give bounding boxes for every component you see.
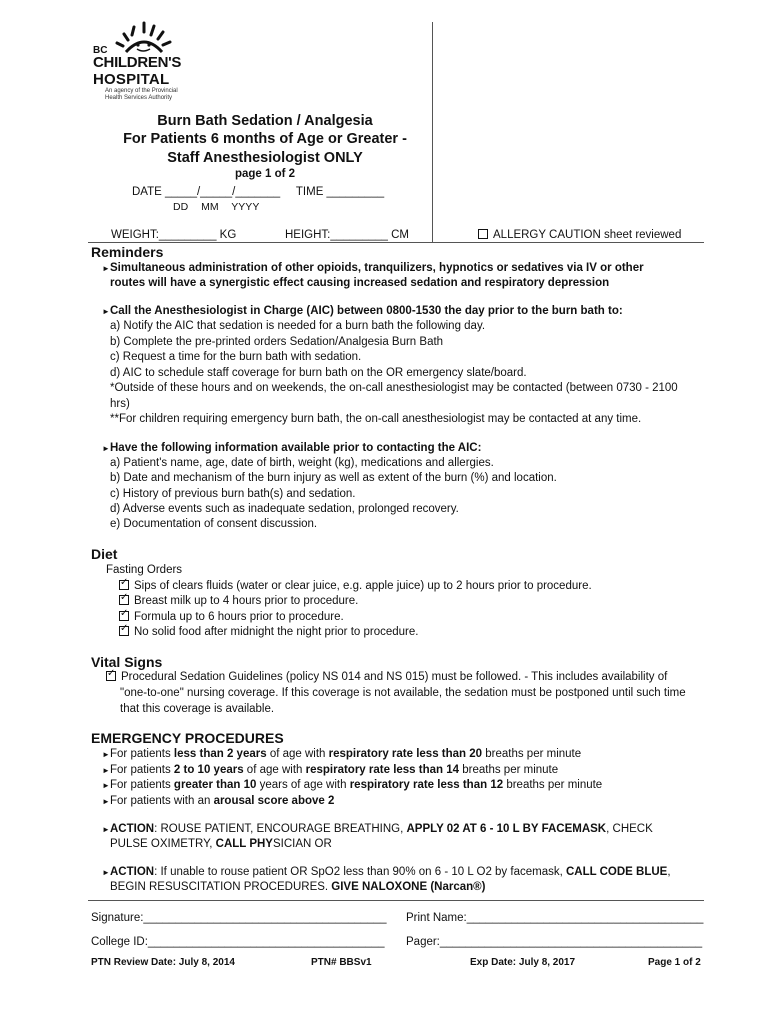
diet-checkbox[interactable] — [119, 580, 129, 590]
action-1-line-2: PULSE OXIMETRY, CALL PHYSICIAN OR — [110, 838, 332, 850]
reminder-3-b: b) Date and mechanism of the burn injury as well as extent of the burn (%) and location. — [110, 472, 557, 484]
emergency-item-1: ► For patients less than 2 years of age with respiratory rate less than 20 breaths per minute — [102, 748, 582, 760]
emergency-item-2: ► For patients 2 to 10 years of age with respiratory rate less than 14 breaths per minute — [102, 764, 559, 776]
pager-field[interactable]: Pager:_________________________________________ — [406, 936, 703, 948]
weight-field[interactable]: WEIGHT:_________ KG — [111, 229, 237, 241]
bullet-icon: ► — [102, 868, 110, 877]
bullet-icon: ► — [102, 444, 110, 453]
allergy-label: ALLERGY CAUTION sheet reviewed — [493, 229, 682, 241]
logo-agency-line1: An agency of the Provincial — [105, 88, 178, 94]
bullet-icon: ► — [102, 750, 110, 759]
reminder-2-d: d) AIC to schedule staff coverage for burn bath on the OR emergency slate/board. — [110, 367, 527, 379]
reminder-3-e: e) Documentation of consent discussion. — [110, 518, 318, 530]
signature-divider — [88, 900, 704, 901]
vital-signs-checkbox[interactable] — [106, 671, 116, 681]
header-divider-vertical — [432, 22, 433, 242]
reminders-heading: Reminders — [91, 244, 164, 260]
vital-signs-heading: Vital Signs — [91, 654, 163, 670]
bullet-icon: ► — [102, 766, 110, 775]
vital-signs-line-3: that this coverage is available. — [120, 703, 275, 715]
action-1-line-1: ► ACTION: ROUSE PATIENT, ENCOURAGE BREATHING, APPLY 02 AT 6 - 10 L BY FACEMASK, CHECK — [102, 823, 653, 835]
footer-review-date: PTN Review Date: July 8, 2014 — [91, 957, 235, 968]
action-2-line-1: ► ACTION: If unable to rouse patient OR SpO2 less than 90% on 6 - 10 L O2 by facemask, CALL CODE BLUE, — [102, 866, 671, 878]
emergency-item-4: ► For patients with an arousal score above 2 — [102, 795, 335, 807]
logo-hospital: HOSPITAL — [93, 71, 170, 88]
vital-signs-line-2: "one-to-one" nursing coverage. If this coverage is not available, the sedation must be postponed until such time — [120, 687, 686, 699]
signature-field[interactable]: Signature:______________________________________ — [91, 912, 387, 924]
emergency-item-3: ► For patients greater than 10 years of age with respiratory rate less than 12 breaths per minute — [102, 779, 603, 791]
reminder-2-note-2: **For children requiring emergency burn bath, the on-call anesthesiologist may be contacted at any time. — [110, 413, 642, 425]
diet-heading: Diet — [91, 546, 118, 562]
print-name-field[interactable]: Print Name:_____________________________________ — [406, 912, 704, 924]
reminder-3-a: a) Patient's name, age, date of birth, weight (kg), medications and allergies. — [110, 457, 494, 469]
footer-page: Page 1 of 2 — [648, 957, 701, 968]
reminder-2-a: a) Notify the AIC that sedation is needed for a burn bath the following day. — [110, 320, 486, 332]
reminder-2-note-1a: *Outside of these hours and on weekends, the on-call anesthesiologist may be contacted (between 0730 - 2100 — [110, 382, 678, 394]
allergy-checkbox[interactable] — [478, 229, 488, 239]
reminder-2-note-1b: hrs) — [110, 398, 130, 410]
page-indicator: page 1 of 2 — [234, 168, 296, 180]
reminder-3-heading: ► Have the following information available prior to contacting the AIC: — [102, 442, 482, 454]
diet-item: ✓No solid food after midnight the night prior to procedure. — [119, 626, 418, 638]
date-format-label: DD MM YYYY — [173, 201, 260, 213]
logo-agency-line2: Health Services Authority — [105, 95, 173, 101]
diet-checkbox[interactable] — [119, 611, 129, 621]
action-2-line-2: BEGIN RESUSCITATION PROCEDURES. GIVE NALOXONE (Narcan®) — [110, 881, 486, 893]
reminder-3-d: d) Adverse events such as inadequate sedation, prolonged recovery. — [110, 503, 459, 515]
bullet-icon: ► — [102, 825, 110, 834]
reminder-2-heading: ► Call the Anesthesiologist in Charge (AIC) between 0800-1530 the day prior to the burn bath to: — [102, 305, 623, 317]
date-time-field[interactable]: DATE _____/_____/_______ TIME _________ — [132, 186, 385, 198]
college-id-field[interactable]: College ID:_____________________________________ — [91, 936, 385, 948]
title-line-2: For Patients 6 months of Age or Greater - — [123, 131, 407, 147]
reminder-1-line-2: routes will have a synergistic effect causing increased sedation and respiratory depression — [110, 277, 610, 289]
reminder-3-c: c) History of previous burn bath(s) and sedation. — [110, 488, 356, 500]
reminder-1-line-1: ► Simultaneous administration of other opioids, tranquilizers, hypnotics or sedatives via IV or other — [102, 262, 644, 274]
footer-ptn: PTN# BBSv1 — [311, 957, 372, 968]
bullet-icon: ► — [102, 797, 110, 806]
reminder-2-b: b) Complete the pre-printed orders Sedation/Analgesia Burn Bath — [110, 336, 444, 348]
diet-item: ✓Sips of clears fluids (water or clear juice, e.g. apple juice) up to 2 hours prior to procedure. — [119, 580, 592, 592]
allergy-caution-row — [478, 229, 681, 241]
diet-checkbox[interactable] — [119, 626, 129, 636]
diet-item: ✓Formula up to 6 hours prior to procedure. — [119, 611, 344, 623]
bullet-icon: ► — [102, 307, 110, 316]
logo-childrens: CHILDREN'S — [93, 54, 182, 71]
height-field[interactable]: HEIGHT:_________ CM — [285, 229, 410, 241]
logo-agency — [105, 88, 195, 102]
emergency-heading: EMERGENCY PROCEDURES — [91, 730, 284, 746]
reminder-2-c: c) Request a time for the burn bath with sedation. — [110, 351, 362, 363]
diet-checkbox[interactable] — [119, 595, 129, 605]
bullet-icon: ► — [102, 781, 110, 790]
logo-bc: BC — [93, 45, 108, 56]
bullet-icon: ► — [102, 264, 110, 273]
vital-signs-line-1: ✓Procedural Sedation Guidelines (policy NS 014 and NS 015) must be followed. - This includes availability of — [106, 671, 667, 683]
footer-exp-date: Exp Date: July 8, 2017 — [470, 957, 576, 968]
fasting-orders-label: Fasting Orders — [106, 564, 183, 576]
title-line-1: Burn Bath Sedation / Analgesia — [157, 113, 373, 129]
title-line-3: Staff Anesthesiologist ONLY — [167, 150, 363, 166]
header-divider-horizontal — [88, 242, 704, 243]
diet-item: ✓Breast milk up to 4 hours prior to procedure. — [119, 595, 358, 607]
